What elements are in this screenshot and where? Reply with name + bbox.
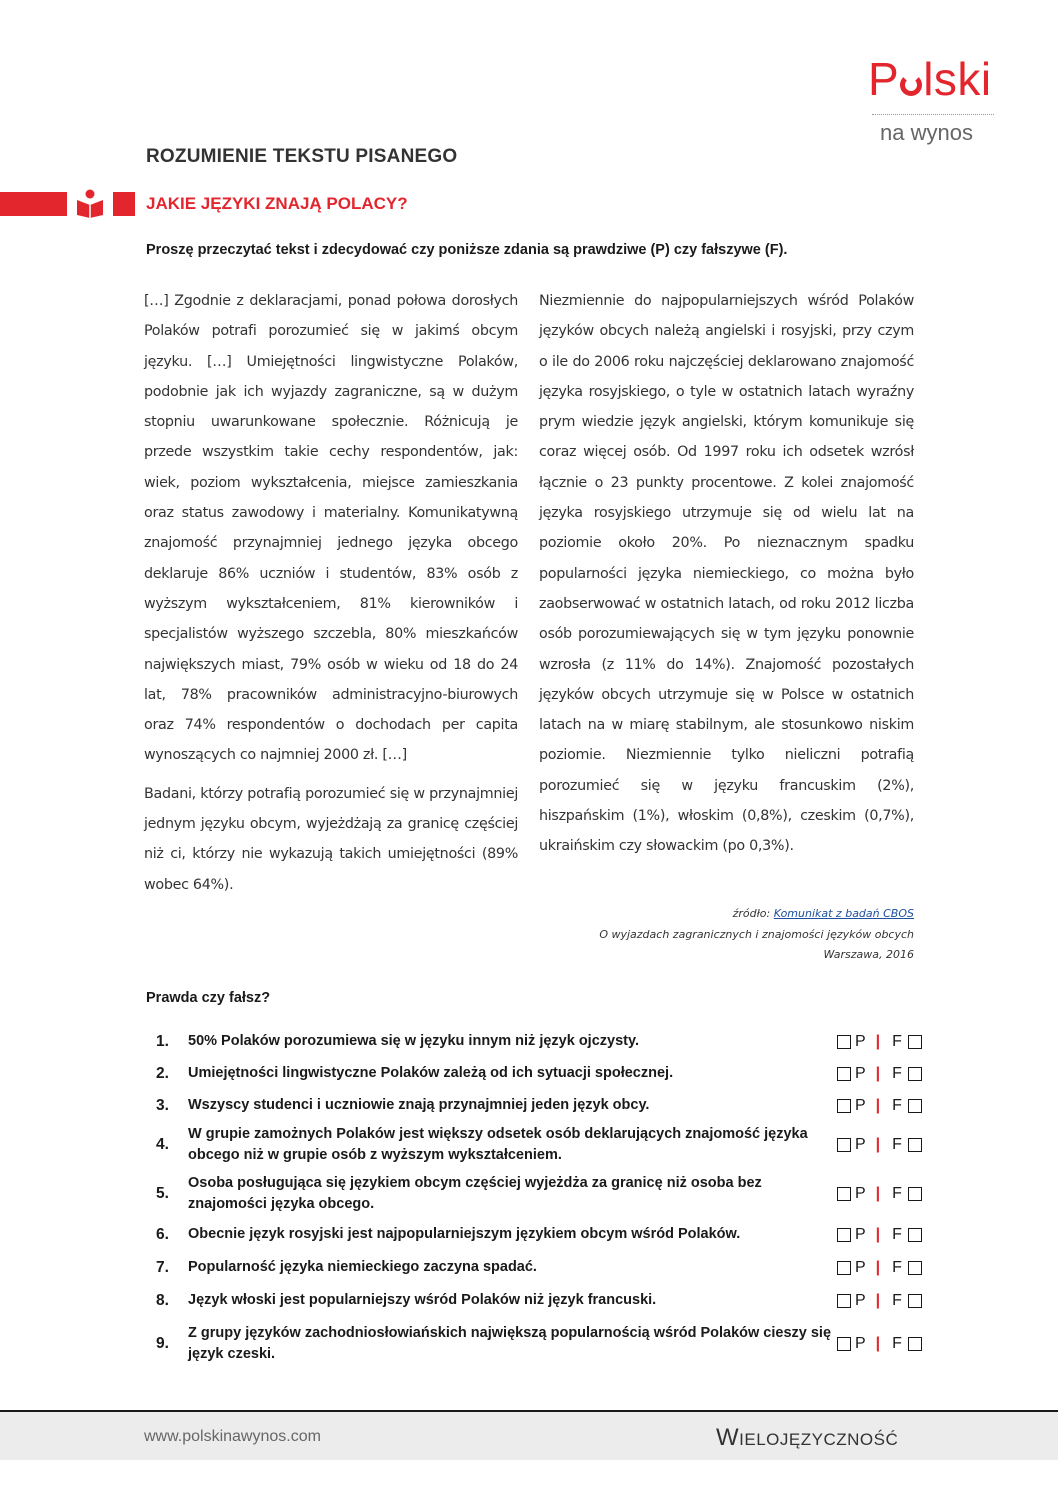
checkbox-true[interactable] <box>837 1035 851 1049</box>
checkbox-false[interactable] <box>908 1099 922 1113</box>
true-false-choice <box>837 1185 922 1203</box>
label-false: F <box>892 1064 902 1082</box>
label-true: P <box>855 1291 866 1309</box>
logo-divider <box>872 114 994 115</box>
quiz-item-statement: Wszyscy studenci i uczniowie znają przynajmniej jeden język obcy. <box>188 1097 650 1113</box>
checkbox-true[interactable] <box>837 1067 851 1081</box>
true-false-choice <box>837 1292 922 1310</box>
quiz-item-statement: Popularność języka niemieckiego zaczyna spadać. <box>188 1259 537 1275</box>
checkbox-false[interactable] <box>908 1337 922 1351</box>
source-citation <box>520 904 914 966</box>
logo-text-before: P <box>868 53 900 105</box>
quiz-item-number: 1. <box>156 1032 169 1050</box>
paragraph: Badani, którzy potrafią porozumieć się w przynajmniej jednym języku obcym, wyjeżdżają za granicę częściej niż ci, którzy nie wykazują takich umiejętności (89% wobec 64%). <box>144 785 518 893</box>
accent-square <box>113 192 135 216</box>
separator: | <box>875 1096 881 1114</box>
logo-o-mark <box>900 74 922 96</box>
quiz-item-statement: Obecnie język rosyjski jest najpopularniejszym językiem obcym wśród Polaków. <box>188 1226 741 1242</box>
text-column-right <box>539 286 914 862</box>
label-true: P <box>855 1258 866 1276</box>
instruction: Proszę przeczytać tekst i zdecydować czy poniższe zdania są prawdziwe (P) czy fałszywe (F). <box>146 242 788 258</box>
label-false: F <box>892 1258 902 1276</box>
true-false-choice <box>837 1136 922 1154</box>
quiz-item-number: 2. <box>156 1064 169 1082</box>
footer-topic: Wielojęzyczność <box>716 1424 899 1451</box>
accent-bar <box>0 192 67 216</box>
label-true: P <box>855 1225 866 1243</box>
quiz-item-statement: W grupie zamożnych Polaków jest większy odsetek osób deklarujących znajomość języka obcego niż w grupie osób z wyższym wykształceniem. <box>188 1126 808 1163</box>
label-false: F <box>892 1291 902 1309</box>
logo-text-after: lski <box>923 53 992 105</box>
label-false: F <box>892 1136 902 1153</box>
checkbox-false[interactable] <box>908 1294 922 1308</box>
source-prefix: źródło: <box>732 907 774 920</box>
checkbox-true[interactable] <box>837 1138 851 1152</box>
separator: | <box>875 1335 881 1352</box>
paragraph: […] Zgodnie z deklaracjami, ponad połowa dorosłych Polaków potrafi porozumieć się w jakimś obcym języku. […] Umiejętności lingwistyczne Polaków, podobnie jak ich wyjazdy zagraniczne, są w dużym stopniu uwarunkowane społecznie. Różnicują je przede wszystkim takie cechy respondentów, jak: wiek, poziom wykształcenia, miejsce zamieszkania oraz status zawodowy i materialny. Komunikatywną znajomość przynajmniej jednego języka obcego deklaruje 86% uczniów i studentów, 83% osób z wyższym wykształceniem, 81% kierowników i specjalistów wyższego szczebla, 80% mieszkańców największych miast, 79% osób w wieku od 18 do 24 lat, 78% pracowników administracyjno-biurowych oraz 74% respondentów o dochodach per capita wynoszących co najmniej 2000 zł. […] <box>144 293 518 764</box>
logo-subtitle: na wynos <box>880 120 973 145</box>
quiz-item-statement: Język włoski jest popularniejszy wśród Polaków niż język francuski. <box>188 1292 657 1308</box>
quiz-item-number: 9. <box>156 1335 169 1352</box>
checkbox-true[interactable] <box>837 1294 851 1308</box>
label-true: P <box>855 1032 866 1050</box>
reading-person-icon <box>75 188 105 218</box>
true-false-choice <box>837 1065 922 1083</box>
label-false: F <box>892 1335 902 1352</box>
separator: | <box>875 1258 881 1276</box>
footer-url[interactable]: www.polskinawynos.com <box>144 1428 321 1445</box>
label-true: P <box>855 1185 866 1202</box>
checkbox-true[interactable] <box>837 1228 851 1242</box>
quiz-item-number: 4. <box>156 1136 169 1153</box>
separator: | <box>875 1032 881 1050</box>
checkbox-false[interactable] <box>908 1067 922 1081</box>
checkbox-false[interactable] <box>908 1035 922 1049</box>
text-column-left <box>144 286 518 900</box>
separator: | <box>875 1064 881 1082</box>
quiz-title: Prawda czy fałsz? <box>146 990 271 1006</box>
quiz-item-number: 8. <box>156 1291 169 1309</box>
label-false: F <box>892 1185 902 1202</box>
source-title: O wyjazdach zagranicznych i znajomości języków obcych <box>599 927 914 941</box>
quiz-item-statement: Umiejętności lingwistyczne Polaków zależą od ich sytuacji społecznej. <box>188 1065 674 1081</box>
label-false: F <box>892 1032 902 1050</box>
true-false-choice <box>837 1033 922 1051</box>
quiz-item-number: 5. <box>156 1185 169 1202</box>
true-false-choice <box>837 1335 922 1353</box>
paragraph: Niezmiennie do najpopularniejszych wśród Polaków języków obcych należą angielski i rosyjski, przy czym o ile do 2006 roku najczęściej deklarowano znajomość języka rosyjskiego, o tyle w ostatnich latach wyraźny prym wiedzie język angielski, którym komunikuje się coraz więcej osób. Od 1997 roku ich odsetek wzrósł łącznie o 23 punkty procentowe. Z kolei znajomość języka rosyjskiego utrzymuje się od wielu lat na poziomie około 20%. Po nieznacznym spadku popularności języka niemieckiego, co można było zaobserwować w ostatnich latach, od roku 2012 liczba osób porozumiewających się w tym języku ponownie wzrosła (z 11% do 14%). Znajomość pozostałych języków obcych utrzymuje się w Polsce w ostatnich latach na w miarę stabilnym, ale stosunkowo niskim poziomie. Niezmiennie tylko nieliczni potrafią porozumieć się w języku francuskim (2%), hiszpańskim (1%), włoskim (0,8%), czeskim (0,7%), ukraińskim czy słowackim (po 0,3%). <box>539 293 914 855</box>
separator: | <box>875 1291 881 1309</box>
checkbox-false[interactable] <box>908 1138 922 1152</box>
quiz-item-number: 6. <box>156 1225 169 1243</box>
checkbox-true[interactable] <box>837 1099 851 1113</box>
page-title: ROZUMIENIE TEKSTU PISANEGO <box>146 146 458 167</box>
label-true: P <box>855 1096 866 1114</box>
section-subtitle: JAKIE JĘZYKI ZNAJĄ POLACY? <box>146 194 408 213</box>
true-false-choice <box>837 1259 922 1277</box>
label-true: P <box>855 1335 866 1352</box>
logo <box>868 53 992 105</box>
separator: | <box>875 1136 881 1153</box>
checkbox-false[interactable] <box>908 1261 922 1275</box>
source-link[interactable]: Komunikat z badań CBOS <box>773 907 914 920</box>
quiz-item-number: 3. <box>156 1096 169 1114</box>
checkbox-true[interactable] <box>837 1187 851 1201</box>
separator: | <box>875 1225 881 1243</box>
checkbox-true[interactable] <box>837 1337 851 1351</box>
quiz-item-number: 7. <box>156 1258 169 1276</box>
label-true: P <box>855 1064 866 1082</box>
label-false: F <box>892 1225 902 1243</box>
checkbox-false[interactable] <box>908 1228 922 1242</box>
label-false: F <box>892 1096 902 1114</box>
true-false-choice <box>837 1226 922 1244</box>
checkbox-false[interactable] <box>908 1187 922 1201</box>
quiz-item-statement: Osoba posługująca się językiem obcym częściej wyjeżdża za granicę niż osoba bez znajomości języka obcego. <box>188 1175 762 1212</box>
quiz-item-statement: 50% Polaków porozumiewa się w języku innym niż język ojczysty. <box>188 1033 639 1049</box>
source-date: Warszawa, 2016 <box>823 948 914 961</box>
true-false-choice <box>837 1097 922 1115</box>
quiz-item-statement: Z grupy języków zachodniosłowiańskich największą popularnością wśród Polaków cieszy się język czeski. <box>188 1325 832 1362</box>
separator: | <box>875 1185 881 1202</box>
checkbox-true[interactable] <box>837 1261 851 1275</box>
label-true: P <box>855 1136 866 1153</box>
